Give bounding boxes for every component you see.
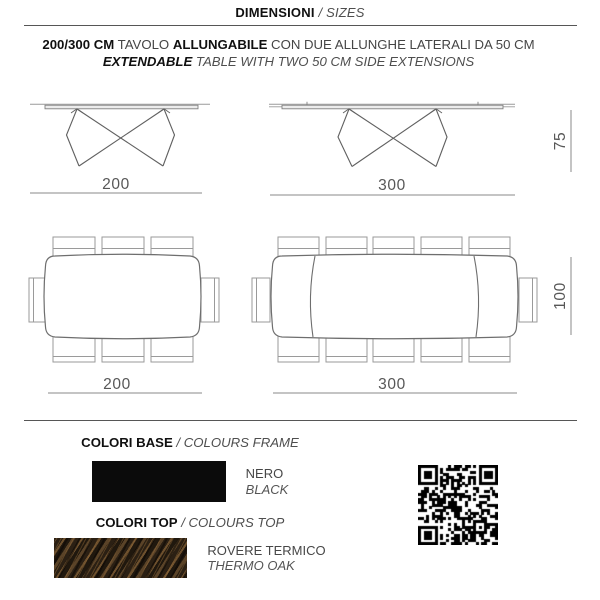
description-line-italian: 200/300 CM TAVOLO ALLUNGABILE CON DUE ALLUNGHE LATERALI DA 50 CM — [42, 37, 535, 52]
top-color-row — [0, 538, 380, 578]
colors-base-heading: COLORI BASE / COLOURS FRAME — [81, 435, 299, 450]
side-300-height-label: 75 — [552, 131, 569, 151]
base-color-swatch — [92, 461, 226, 502]
base-color-name-italian: NERO — [245, 466, 284, 481]
base-color-labels — [246, 466, 289, 497]
side-view-300-drawing — [269, 102, 571, 195]
table-top-outline — [271, 254, 518, 339]
side-view-200-drawing — [30, 104, 210, 193]
x-base-legs — [338, 109, 447, 167]
page-title-separator: / — [314, 5, 327, 20]
table-top-outline — [44, 254, 201, 339]
section-divider — [24, 420, 577, 421]
top-200-length-label: 200 — [103, 376, 131, 393]
base-color-name-english: BLACK — [245, 481, 289, 497]
top-300-depth-label: 100 — [552, 282, 569, 310]
base-color-row — [0, 461, 380, 502]
top-color-name-italian: ROVERE TERMICO — [207, 542, 326, 558]
top-300-length-label: 300 — [378, 376, 406, 393]
page-title-english: SIZES — [326, 5, 365, 20]
qr-code — [418, 465, 498, 545]
side-300-length-label: 300 — [378, 177, 406, 194]
colors-top-heading: COLORI TOP / COLOURS TOP — [95, 515, 285, 530]
top-color-labels — [207, 543, 325, 574]
page-title-italian: DIMENSIONI — [235, 5, 315, 20]
top-view-300-drawing — [252, 237, 571, 393]
top-color-swatch — [54, 538, 187, 578]
colors-section — [0, 434, 380, 578]
side-200-length-label: 200 — [102, 176, 130, 193]
top-view-200-drawing — [29, 237, 219, 393]
description-line-english: EXTENDABLE TABLE WITH TWO 50 CM SIDE EXTENSIONS — [102, 53, 475, 69]
x-base-legs — [67, 109, 175, 166]
top-color-name-english: THERMO OAK — [207, 558, 295, 573]
